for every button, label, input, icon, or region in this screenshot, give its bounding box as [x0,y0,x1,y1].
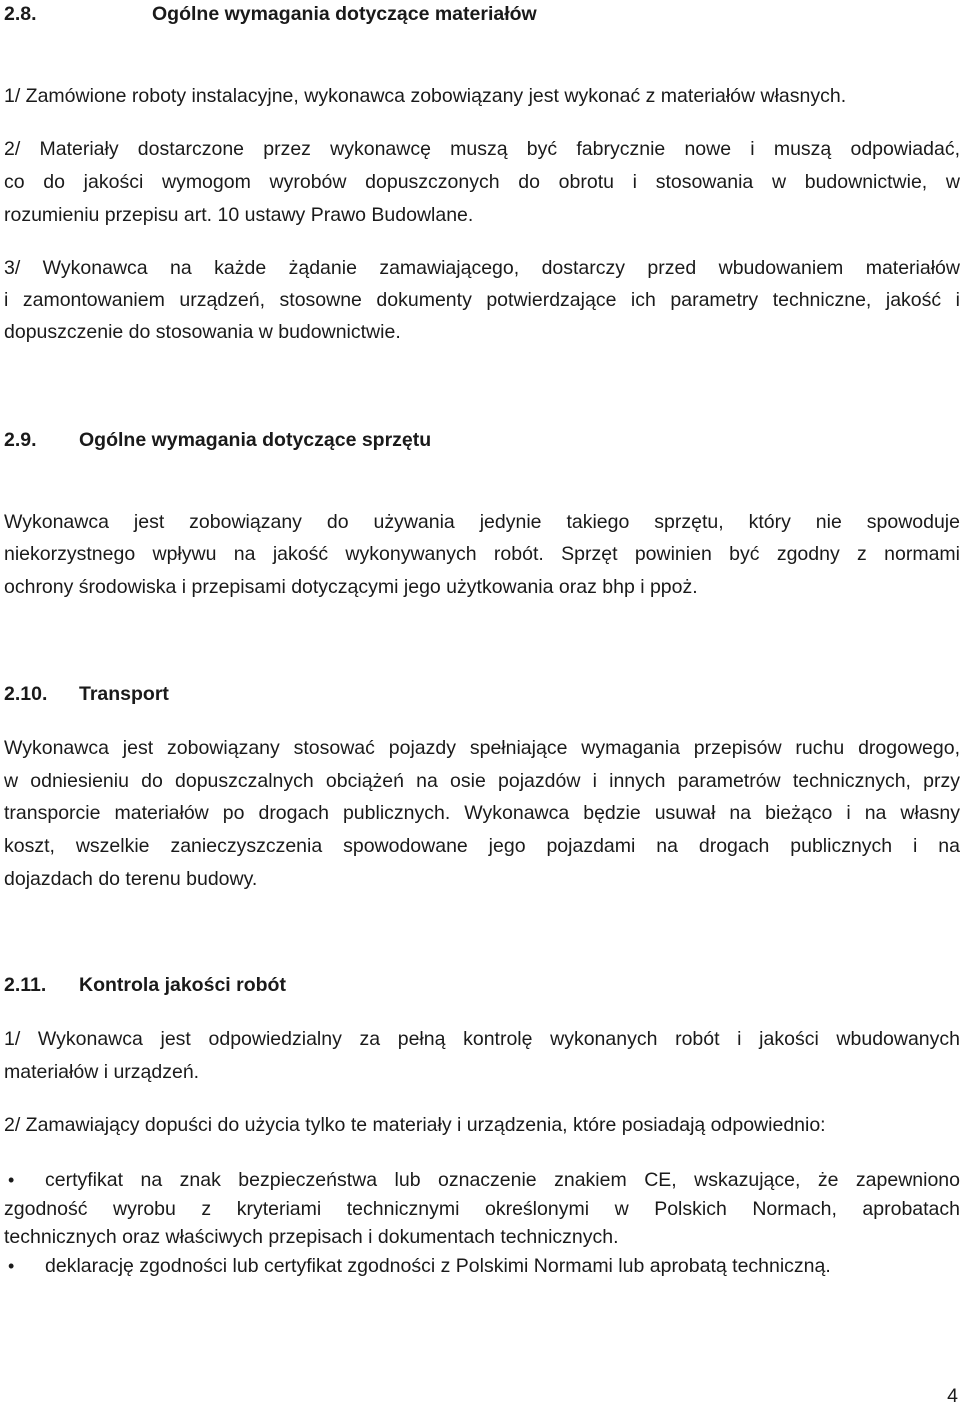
paragraph: 1/ Zamówione roboty instalacyjne, wykonawca zobowiązany jest wykonać z materiałów własnych. [4,85,847,107]
paragraph-line: koszt, wszelkie zanieczyszczenia spowodowane jego pojazdami na drogach publicznych i na [4,835,960,857]
paragraph-line: 1/ Wykonawca jest odpowiedzialny za pełną kontrolę wykonanych robót i jakości wbudowanych [4,1028,960,1050]
section-title: Ogólne wymagania dotyczące sprzętu [79,429,432,451]
list-item-line: zgodność wyrobu z kryteriami technicznymi określonymi w Polskich Normach, aprobatach [4,1198,960,1220]
paragraph-line: materiałów i urządzeń. [4,1061,200,1083]
paragraph-line: i zamontowaniem urządzeń, stosowne dokumenty potwierdzające ich parametry techniczne, jakość i [4,289,960,311]
list-item-text: certyfikat na znak bezpieczeństwa lub oznaczenie znakiem CE, wskazujące, że zapewniono [45,1169,960,1191]
paragraph-line: niekorzystnego wpływu na jakość wykonywanych robót. Sprzęt powinien być zgodny z normami [4,543,960,565]
section-2-9-heading [4,428,960,452]
section-number: 2.8. [4,3,37,25]
section-number: 2.10. [4,683,48,705]
bullet-icon: • [8,1170,15,1190]
paragraph-line: Wykonawca jest zobowiązany stosować pojazdy spełniające wymagania przepisów ruchu drogowego, [4,737,960,759]
section-title: Transport [79,683,169,705]
list-item-line: technicznych oraz właściwych przepisach i dokumentach technicznych. [4,1226,619,1248]
paragraph-line: rozumieniu przepisu art. 10 ustawy Prawo Budowlane. [4,204,474,226]
section-title: Ogólne wymagania dotyczące materiałów [152,3,537,25]
section-number: 2.9. [4,429,37,451]
section-title: Kontrola jakości robót [79,974,286,996]
list-item-text: deklarację zgodności lub certyfikat zgodności z Polskimi Normami lub aprobatą techniczną. [45,1255,831,1277]
list-item [4,1254,960,1278]
paragraph-line: co do jakości wymogom wyrobów dopuszczonych do obrotu i stosowania w budownictwie, w [4,171,960,193]
paragraph-line: Wykonawca jest zobowiązany do używania jedynie takiego sprzętu, który nie spowoduje [4,511,960,533]
section-2-10-heading [4,682,960,706]
paragraph-line: 2/ Materiały dostarczone przez wykonawcę muszą być fabrycznie nowe i muszą odpowiadać, [4,138,960,160]
paragraph-line: dopuszczenie do stosowania w budownictwie. [4,321,401,343]
paragraph: 2/ Zamawiający dopuści do użycia tylko te materiały i urządzenia, które posiadają odpowiednio: [4,1114,826,1136]
paragraph-line: transporcie materiałów po drogach publicznych. Wykonawca będzie usuwał na bieżąco i na własny [4,802,960,824]
paragraph-line: dojazdach do terenu budowy. [4,868,258,890]
paragraph-line: w odniesieniu do dopuszczalnych obciążeń na osie pojazdów i innych parametrów technicznych, przy [4,770,960,792]
list-item [4,1168,960,1192]
section-number: 2.11. [4,974,47,996]
paragraph-line: ochrony środowiska i przepisami dotyczącymi jego użytkowania oraz bhp i ppoż. [4,576,698,598]
paragraph-line: 3/ Wykonawca na każde żądanie zamawiającego, dostarczy przed wbudowaniem materiałów [4,257,960,279]
page-number: 4 [947,1385,958,1407]
bullet-icon: • [8,1256,15,1276]
section-2-11-heading [4,973,960,997]
section-2-8-heading [4,2,960,26]
